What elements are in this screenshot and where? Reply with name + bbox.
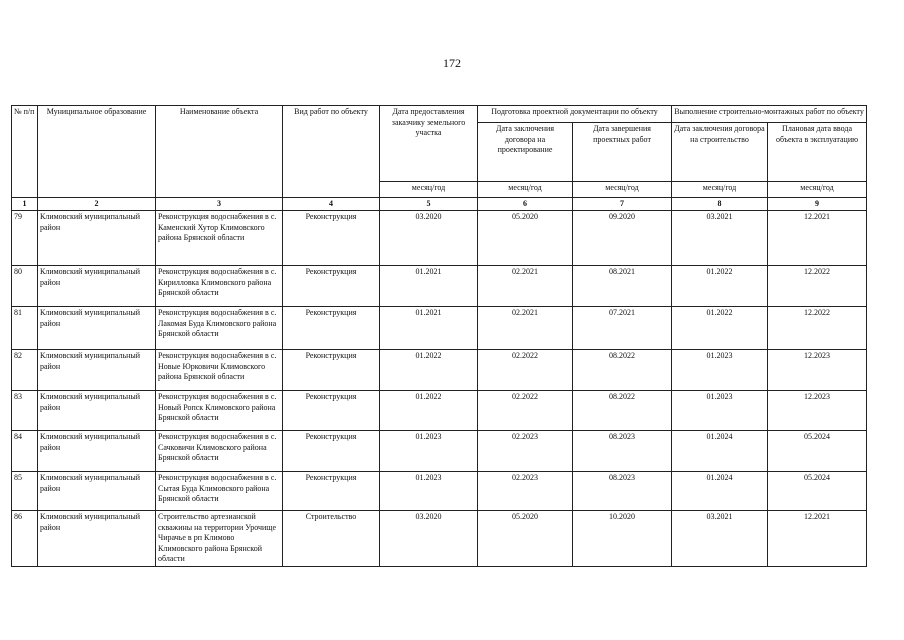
row-design-contract: 02.2023 [478,472,573,511]
row-number: 85 [12,472,38,511]
row-construction-contract: 03.2021 [672,511,768,567]
header-work-type: Вид работ по объекту [283,106,380,198]
header-row [12,106,867,123]
row-commission-date: 05.2024 [768,431,867,472]
column-number: 8 [672,198,768,211]
row-object-name: Реконструкция водоснабжения в с. Новый Ропск Климовского района Брянской области [156,391,283,431]
row-commission-date: 12.2023 [768,391,867,431]
row-land-date: 01.2021 [380,266,478,307]
objects-table [11,105,867,567]
row-number: 86 [12,511,38,567]
column-number: 9 [768,198,867,211]
row-land-date: 01.2023 [380,431,478,472]
table-row [12,431,867,472]
row-number: 83 [12,391,38,431]
row-work-type: Реконструкция [283,266,380,307]
row-municipality: Климовский муниципальный район [38,431,156,472]
row-number: 81 [12,307,38,350]
header-land-date: Дата предоставления заказчику земельного участка [380,106,478,182]
row-municipality: Климовский муниципальный район [38,307,156,350]
row-municipality: Климовский муниципальный район [38,472,156,511]
table-row [12,266,867,307]
column-number: 1 [12,198,38,211]
row-construction-contract: 01.2022 [672,266,768,307]
header-construction-contract: Дата заключения договора на строительство [672,123,768,182]
row-municipality: Климовский муниципальный район [38,511,156,567]
row-number: 84 [12,431,38,472]
header-construction-group: Выполнение строительно-монтажных работ по объекту [672,106,867,123]
row-number: 82 [12,350,38,391]
row-work-type: Реконструкция [283,391,380,431]
header-design-contract: Дата заключения договора на проектирование [478,123,573,182]
column-numbers-row [12,198,867,211]
row-design-contract: 05.2020 [478,211,573,266]
header-design-finish: Дата завершения проектных работ [573,123,672,182]
row-work-type: Реконструкция [283,211,380,266]
row-design-contract: 02.2021 [478,307,573,350]
row-work-type: Реконструкция [283,350,380,391]
row-work-type: Строительство [283,511,380,567]
table-row [12,350,867,391]
table-row [12,211,867,266]
column-number: 2 [38,198,156,211]
row-work-type: Реконструкция [283,472,380,511]
row-land-date: 01.2022 [380,391,478,431]
row-construction-contract: 03.2021 [672,211,768,266]
row-municipality: Климовский муниципальный район [38,391,156,431]
table-row [12,472,867,511]
row-commission-date: 12.2021 [768,511,867,567]
unit-cell: месяц/год [380,182,478,198]
row-object-name: Реконструкция водоснабжения в с. Сытая Буда Климовского района Брянской области [156,472,283,511]
row-municipality: Климовский муниципальный район [38,350,156,391]
row-design-finish: 08.2023 [573,472,672,511]
table-row [12,511,867,567]
row-commission-date: 12.2023 [768,350,867,391]
row-construction-contract: 01.2024 [672,431,768,472]
row-land-date: 01.2021 [380,307,478,350]
column-number: 6 [478,198,573,211]
row-commission-date: 12.2022 [768,266,867,307]
row-design-finish: 08.2022 [573,391,672,431]
header-object-name: Наименование объекта [156,106,283,198]
unit-cell: месяц/год [478,182,573,198]
row-land-date: 01.2022 [380,350,478,391]
row-design-finish: 10.2020 [573,511,672,567]
row-design-finish: 08.2022 [573,350,672,391]
column-number: 3 [156,198,283,211]
row-object-name: Реконструкция водоснабжения в с. Сачковичи Климовского района Брянской области [156,431,283,472]
row-object-name: Строительство артезианской скважины на территории Урочище Чирачье в рп Климово Климовского района Брянской области [156,511,283,567]
row-construction-contract: 01.2022 [672,307,768,350]
row-work-type: Реконструкция [283,431,380,472]
page-number: 172 [443,56,461,70]
row-design-finish: 08.2021 [573,266,672,307]
column-number: 5 [380,198,478,211]
row-design-contract: 02.2023 [478,431,573,472]
row-commission-date: 12.2021 [768,211,867,266]
row-design-contract: 05.2020 [478,511,573,567]
row-number: 80 [12,266,38,307]
row-design-contract: 02.2022 [478,391,573,431]
row-land-date: 03.2020 [380,511,478,567]
row-land-date: 03.2020 [380,211,478,266]
row-land-date: 01.2023 [380,472,478,511]
row-commission-date: 12.2022 [768,307,867,350]
row-object-name: Реконструкция водоснабжения в с. Лакомая Буда Климовского района Брянской области [156,307,283,350]
unit-cell: месяц/год [768,182,867,198]
row-object-name: Реконструкция водоснабжения в с. Кирилловка Климовского района Брянской области [156,266,283,307]
header-design-group: Подготовка проектной документации по объекту [478,106,672,123]
row-construction-contract: 01.2023 [672,391,768,431]
row-construction-contract: 01.2023 [672,350,768,391]
unit-cell: месяц/год [672,182,768,198]
row-design-contract: 02.2021 [478,266,573,307]
header-num: № п/п [12,106,38,198]
row-construction-contract: 01.2024 [672,472,768,511]
row-object-name: Реконструкция водоснабжения в с. Новые Юрковичи Климовского района Брянской области [156,350,283,391]
row-commission-date: 05.2024 [768,472,867,511]
header-commission-date: Плановая дата ввода объекта в эксплуатацию [768,123,867,182]
row-design-finish: 09.2020 [573,211,672,266]
unit-cell: месяц/год [573,182,672,198]
row-number: 79 [12,211,38,266]
row-design-finish: 07.2021 [573,307,672,350]
row-object-name: Реконструкция водоснабжения в с. Каменский Хутор Климовского района Брянской области [156,211,283,266]
row-municipality: Климовский муниципальный район [38,211,156,266]
row-design-finish: 08.2023 [573,431,672,472]
header-municipality: Муниципальное образование [38,106,156,198]
column-number: 4 [283,198,380,211]
table-row [12,307,867,350]
table-row [12,391,867,431]
row-design-contract: 02.2022 [478,350,573,391]
row-municipality: Климовский муниципальный район [38,266,156,307]
row-work-type: Реконструкция [283,307,380,350]
column-number: 7 [573,198,672,211]
